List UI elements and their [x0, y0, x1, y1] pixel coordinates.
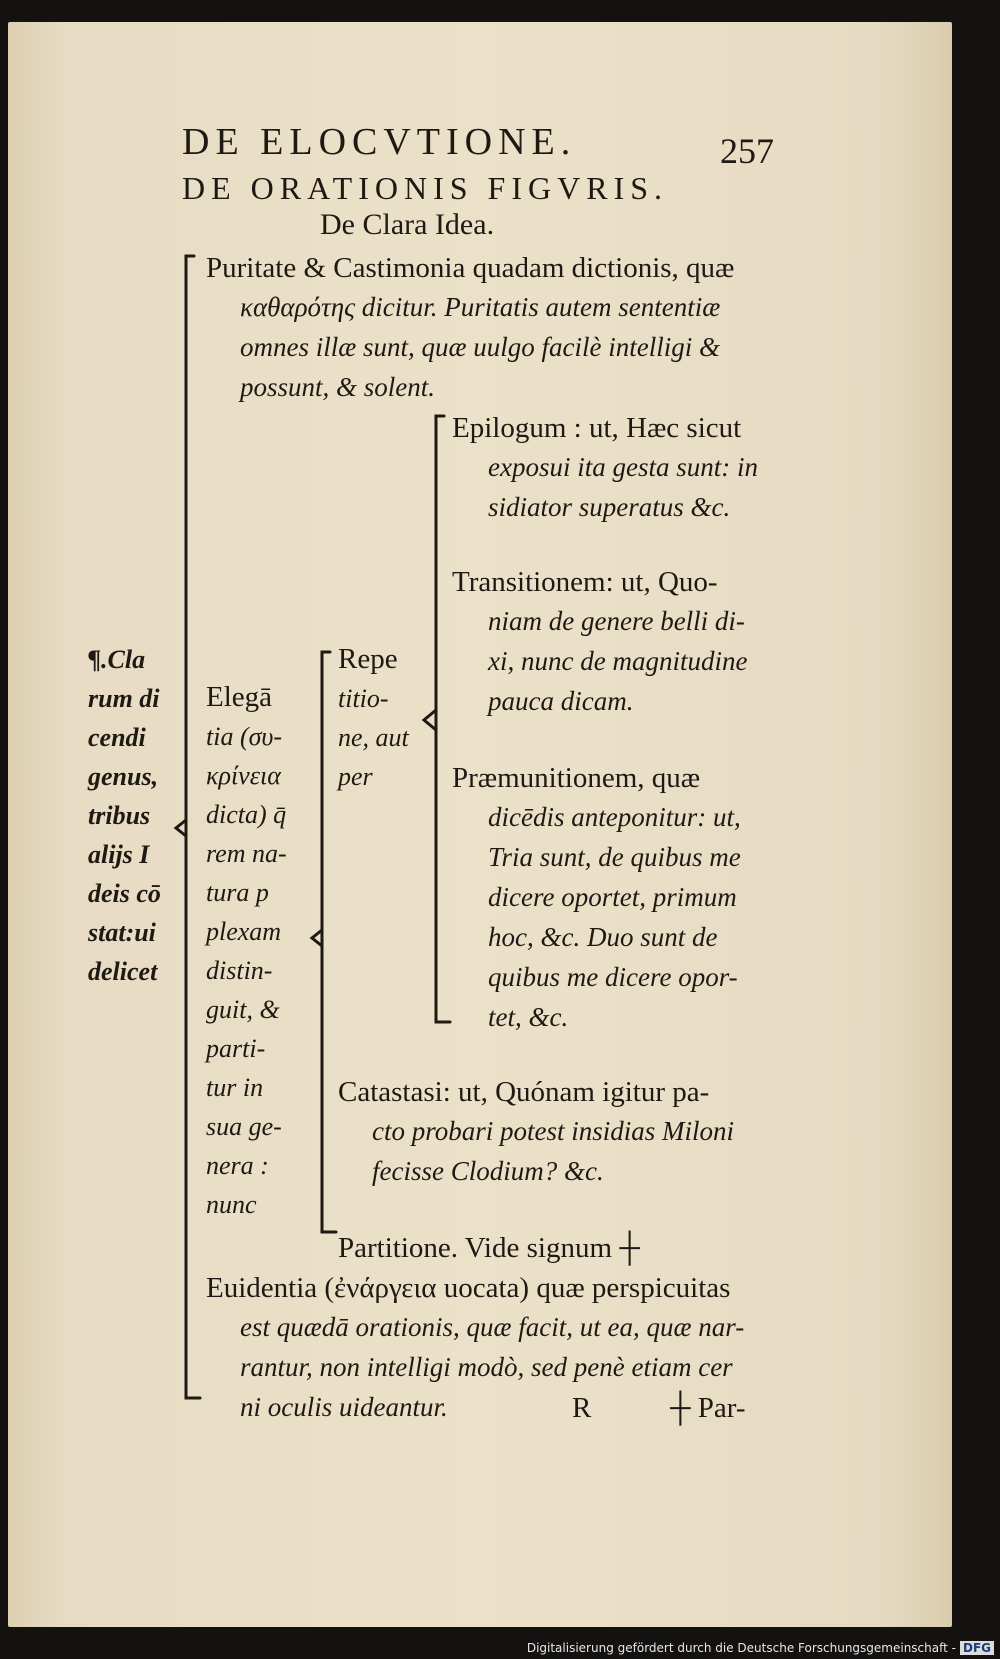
euidentia-line-3: rantur, non intelligi modò, sed penè etiam cer — [240, 1352, 733, 1382]
elegantia-line: κρίνεια — [206, 761, 281, 790]
praemunitionem-line-6: quibus me dicere opor- — [488, 962, 738, 992]
epilogum-line-2: exposui ita gesta sunt: in — [488, 452, 758, 482]
catchword: ┼ Par- — [670, 1392, 746, 1424]
repetitio-line: titio- — [338, 684, 389, 713]
praemunitionem-line-2: dicēdis anteponitur: ut, — [488, 802, 741, 832]
subtitle: De Clara Idea. — [320, 208, 495, 241]
elegantia-line: dicta) q̄ — [206, 800, 287, 829]
outer-line: deis cō — [88, 879, 161, 908]
elegantia-line: rem na- — [206, 839, 287, 868]
catastasi-line-1: Catastasi: ut, Quónam igitur pa- — [338, 1076, 710, 1108]
repetitio-line: ne, aut — [338, 723, 409, 752]
outer-line: delicet — [88, 957, 158, 986]
elegantia-line: sua ge- — [206, 1112, 282, 1141]
outer-line: cendi — [88, 723, 146, 752]
praemunitionem-line-7: tet, &c. — [488, 1002, 569, 1032]
transitionem-line-2: niam de genere belli di- — [488, 606, 745, 636]
outer-line: tribus — [88, 801, 151, 830]
elegantia-line: distin- — [206, 956, 273, 985]
puritate-line-2: καθαρότης dicitur. Puritatis autem sententiæ — [240, 292, 721, 322]
puritate-line-3: omnes illæ sunt, quæ uulgo facilè intelligi & — [240, 332, 720, 362]
elegantia-line: tura p — [206, 878, 269, 907]
outer-line: rum di — [88, 684, 160, 713]
outer-line: genus, — [88, 762, 159, 791]
repetitio-column — [338, 640, 409, 796]
elegantia-column — [206, 678, 287, 1224]
footer-text: Digitalisierung gefördert durch die Deutsche Forschungsgemeinschaft - — [526, 1641, 956, 1655]
praemunitionem-line-5: hoc, &c. Duo sunt de — [488, 922, 718, 952]
elegantia-line: parti- — [206, 1034, 266, 1063]
repetitio-line: per — [338, 762, 373, 791]
outer-line: ¶.Cla — [88, 645, 146, 674]
elegantia-line: nera : — [206, 1151, 269, 1180]
euidentia-line-2: est quædā orationis, quæ facit, ut ea, quæ nar- — [240, 1312, 745, 1342]
outer-column — [88, 640, 161, 991]
elegantia-line: plexam — [206, 917, 282, 946]
euidentia-line-4: ni oculis uideantur. — [240, 1392, 448, 1422]
epilogum-line-3: sidiator superatus &c. — [488, 492, 731, 522]
digitization-footer — [527, 1641, 994, 1655]
running-head: DE ELOCVTIONE. — [182, 121, 577, 163]
puritate-line-4: possunt, & solent. — [240, 372, 436, 402]
puritate-line-1: Puritate & Castimonia quadam dictionis, quæ — [206, 252, 735, 284]
praemunitionem-line-4: dicere oportet, primum — [488, 882, 737, 912]
catastasi-line-2: cto probari potest insidias Miloni — [372, 1116, 735, 1146]
section-title: DE ORATIONIS FIGVRIS. — [182, 170, 669, 206]
elegantia-line: Elegā — [206, 681, 273, 713]
transitionem-line-3: xi, nunc de magnitudine — [488, 646, 748, 676]
transitionem-line-1: Transitionem: ut, Quo- — [452, 566, 718, 598]
elegantia-line: tia (συ- — [206, 722, 283, 751]
page-number: 257 — [720, 131, 774, 171]
elegantia-line: tur in — [206, 1073, 264, 1102]
dfg-logo: DFG — [960, 1641, 994, 1655]
euidentia-line-1: Euidentia (ἐνάργεια uocata) quæ perspicuitas — [206, 1272, 731, 1304]
outer-line: alijs I — [88, 840, 150, 869]
praemunitionem-line-1: Præmunitionem, quæ — [452, 762, 701, 794]
epilogum-line-1: Epilogum : ut, Hæc sicut — [452, 412, 742, 444]
signature-mark: R — [572, 1392, 592, 1424]
elegantia-line: guit, & — [206, 995, 280, 1024]
partitione-line: Partitione. Vide signum ┼ — [338, 1232, 640, 1264]
repetitio-line: Repe — [338, 643, 398, 675]
elegantia-line: nunc — [206, 1190, 257, 1219]
praemunitionem-line-3: Tria sunt, de quibus me — [488, 842, 741, 872]
catastasi-line-3: fecisse Clodium? &c. — [372, 1156, 604, 1186]
transitionem-line-4: pauca dicam. — [488, 686, 634, 716]
outer-line: stat:ui — [88, 918, 156, 947]
